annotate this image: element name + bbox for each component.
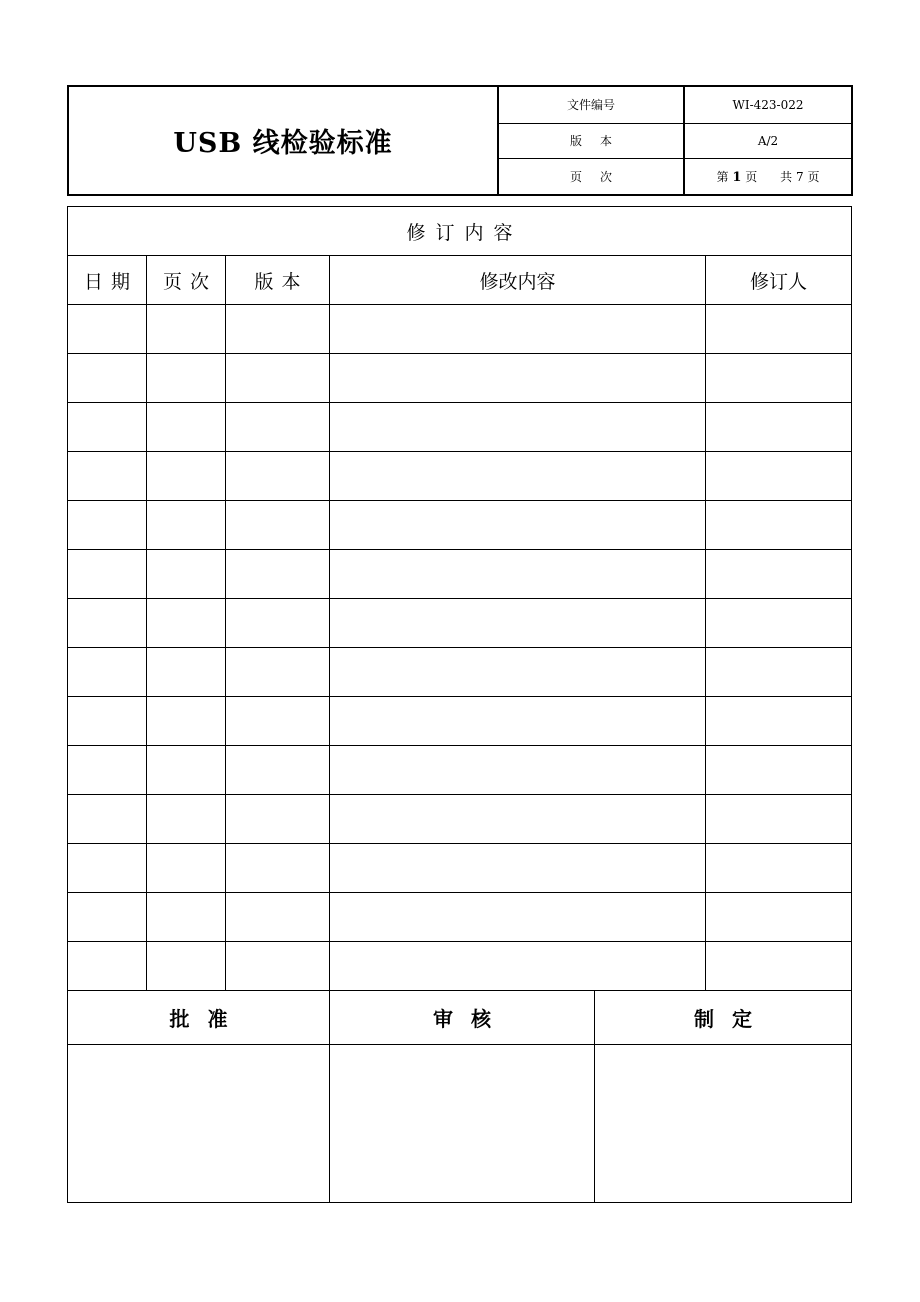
table-row <box>68 893 852 942</box>
doc-number-value: WI-423-022 <box>684 86 852 123</box>
cell-reviser[interactable] <box>706 305 852 354</box>
cell-date[interactable] <box>68 550 147 599</box>
cell-change-content[interactable] <box>330 893 706 942</box>
cell-reviser[interactable] <box>706 452 852 501</box>
table-row <box>68 795 852 844</box>
approval-header-row <box>68 991 852 1045</box>
cell-page[interactable] <box>147 550 226 599</box>
cell-date[interactable] <box>68 746 147 795</box>
page-count <box>684 158 852 195</box>
table-row <box>68 746 852 795</box>
col-header-page: 页次 <box>147 256 226 305</box>
revision-table <box>67 206 852 1203</box>
cell-reviser[interactable] <box>706 403 852 452</box>
table-row <box>68 942 852 991</box>
cell-date[interactable] <box>68 942 147 991</box>
table-row <box>68 844 852 893</box>
cell-date[interactable] <box>68 452 147 501</box>
cell-page[interactable] <box>147 452 226 501</box>
doc-number-label: 文件编号 <box>498 86 684 123</box>
col-header-version: 版本 <box>226 256 330 305</box>
cell-change-content[interactable] <box>330 599 706 648</box>
cell-version[interactable] <box>226 305 330 354</box>
page-label: 页次 <box>498 158 684 195</box>
review-label: 审核 <box>330 991 595 1045</box>
cell-date[interactable] <box>68 354 147 403</box>
cell-change-content[interactable] <box>330 550 706 599</box>
document-title: USB 线检验标准 <box>68 86 498 195</box>
cell-version[interactable] <box>226 942 330 991</box>
cell-page[interactable] <box>147 354 226 403</box>
cell-date[interactable] <box>68 893 147 942</box>
cell-version[interactable] <box>226 501 330 550</box>
table-row <box>68 697 852 746</box>
cell-reviser[interactable] <box>706 501 852 550</box>
cell-reviser[interactable] <box>706 599 852 648</box>
cell-page[interactable] <box>147 501 226 550</box>
prepare-label: 制定 <box>595 991 852 1045</box>
cell-date[interactable] <box>68 305 147 354</box>
cell-version[interactable] <box>226 599 330 648</box>
cell-change-content[interactable] <box>330 501 706 550</box>
page-total-prefix: 共 <box>780 169 793 184</box>
cell-page[interactable] <box>147 599 226 648</box>
cell-reviser[interactable] <box>706 893 852 942</box>
cell-date[interactable] <box>68 697 147 746</box>
page-prefix: 第 <box>716 169 729 184</box>
table-row <box>68 452 852 501</box>
cell-reviser[interactable] <box>706 942 852 991</box>
version-label: 版本 <box>498 123 684 158</box>
table-row <box>68 501 852 550</box>
cell-version[interactable] <box>226 893 330 942</box>
revision-column-headers <box>68 256 852 305</box>
cell-change-content[interactable] <box>330 452 706 501</box>
cell-page[interactable] <box>147 697 226 746</box>
cell-version[interactable] <box>226 697 330 746</box>
cell-reviser[interactable] <box>706 354 852 403</box>
cell-version[interactable] <box>226 354 330 403</box>
cell-version[interactable] <box>226 550 330 599</box>
cell-reviser[interactable] <box>706 697 852 746</box>
cell-version[interactable] <box>226 746 330 795</box>
cell-change-content[interactable] <box>330 746 706 795</box>
cell-page[interactable] <box>147 403 226 452</box>
cell-change-content[interactable] <box>330 942 706 991</box>
cell-page[interactable] <box>147 648 226 697</box>
cell-version[interactable] <box>226 795 330 844</box>
cell-date[interactable] <box>68 844 147 893</box>
cell-date[interactable] <box>68 599 147 648</box>
cell-page[interactable] <box>147 305 226 354</box>
cell-reviser[interactable] <box>706 746 852 795</box>
cell-page[interactable] <box>147 795 226 844</box>
version-value: A/2 <box>684 123 852 158</box>
cell-version[interactable] <box>226 648 330 697</box>
table-row <box>68 599 852 648</box>
cell-version[interactable] <box>226 844 330 893</box>
cell-change-content[interactable] <box>330 305 706 354</box>
cell-change-content[interactable] <box>330 697 706 746</box>
cell-date[interactable] <box>68 501 147 550</box>
cell-change-content[interactable] <box>330 403 706 452</box>
table-row <box>68 354 852 403</box>
cell-reviser[interactable] <box>706 844 852 893</box>
cell-version[interactable] <box>226 452 330 501</box>
cell-version[interactable] <box>226 403 330 452</box>
approval-signature-row <box>68 1045 852 1203</box>
approve-label: 批准 <box>68 991 330 1045</box>
cell-change-content[interactable] <box>330 844 706 893</box>
revision-section-title: 修订内容 <box>68 207 852 256</box>
cell-reviser[interactable] <box>706 550 852 599</box>
cell-change-content[interactable] <box>330 354 706 403</box>
approve-signature-cell[interactable] <box>68 1045 330 1203</box>
cell-date[interactable] <box>68 648 147 697</box>
col-header-reviser: 修订人 <box>706 256 852 305</box>
cell-page[interactable] <box>147 893 226 942</box>
table-row <box>68 403 852 452</box>
page-total-unit: 页 <box>807 169 820 184</box>
cell-page[interactable] <box>147 746 226 795</box>
col-header-change-content: 修改内容 <box>330 256 706 305</box>
cell-date[interactable] <box>68 403 147 452</box>
document-header <box>67 85 853 196</box>
cell-date[interactable] <box>68 795 147 844</box>
cell-change-content[interactable] <box>330 795 706 844</box>
page-unit: 页 <box>745 169 758 184</box>
cell-reviser[interactable] <box>706 648 852 697</box>
cell-page[interactable] <box>147 844 226 893</box>
table-row <box>68 550 852 599</box>
page-total: 7 <box>795 169 804 184</box>
prepare-signature-cell[interactable] <box>595 1045 852 1203</box>
cell-page[interactable] <box>147 942 226 991</box>
table-row <box>68 305 852 354</box>
cell-reviser[interactable] <box>706 795 852 844</box>
review-signature-cell[interactable] <box>330 1045 595 1203</box>
table-row <box>68 648 852 697</box>
page-current: 1 <box>732 169 742 185</box>
col-header-date: 日期 <box>68 256 147 305</box>
cell-change-content[interactable] <box>330 648 706 697</box>
